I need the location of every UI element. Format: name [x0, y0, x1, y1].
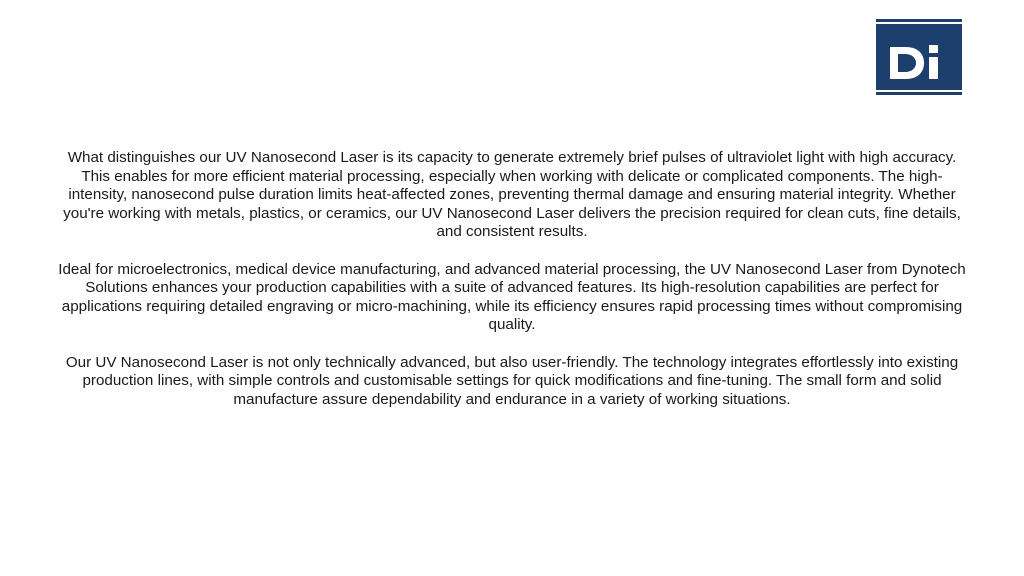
paragraph-precision: What distinguishes our UV Nanosecond Laser is its capacity to generate extremely brief pulses of ultraviolet light with high accuracy. This enables for more efficient material processing, especially when working with delicate or complicated components. The high-intensity, nanosecond pulse duration limits heat-affected zones, preventing thermal damage and ensuring material integrity. Whether you're working with metals, plastics, or ceramics, our UV Nanosecond Laser delivers the precision required for clean cuts, fine details, and consistent results. [63, 149, 961, 241]
company-logo [876, 19, 962, 95]
paragraph-applications: Ideal for microelectronics, medical device manufacturing, and advanced material processing, the UV Nanosecond Laser from Dynotech Solutions enhances your production capabilities with a suite of advanced features. Its high-resolution capabilities are perfect for applications requiring detailed engraving or micro-machining, while its efficiency ensures rapid processing times without compromising quality. [58, 260, 966, 334]
paragraph-usability: Our UV Nanosecond Laser is not only technically advanced, but also user-friendly. The technology integrates effortlessly into existing production lines, with simple controls and customisable settings for quick modifications and fine-tuning. The small form and solid manufacture assure dependability and endurance in a variety of working situations. [65, 353, 959, 408]
di-logo-icon [876, 19, 962, 95]
body-text [58, 149, 966, 409]
